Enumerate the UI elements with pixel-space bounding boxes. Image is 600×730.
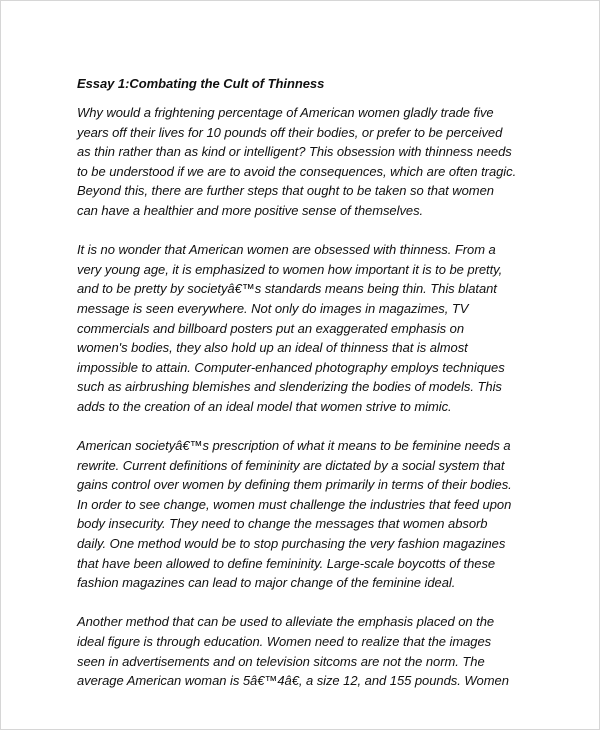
text-line: commercials and billboard posters put an exaggerated emphasis on xyxy=(77,320,465,336)
paragraph-3 xyxy=(77,436,547,593)
text-line: that have been allowed to define femininity. Large-scale boycotts of these xyxy=(77,555,496,571)
text-line: fashion magazines can lead to major change of the feminine ideal. xyxy=(77,575,456,591)
text-line: In order to see change, women must challenge the industries that feed upon xyxy=(77,496,512,512)
text-line: gains control over women by defining them primarily in terms of their bodies. xyxy=(77,477,512,493)
paragraph-2 xyxy=(77,240,547,416)
text-line: body insecurity. They need to change the messages that women absorb xyxy=(77,516,488,532)
essay-title: Essay 1:Combating the Cult of Thinness xyxy=(77,76,325,91)
text-line: rewrite. Current definitions of femininity are dictated by a social system that xyxy=(77,457,505,473)
text-line: adds to the creation of an ideal model that women strive to mimic. xyxy=(77,398,452,414)
text-line: can have a healthier and more positive sense of themselves. xyxy=(77,202,424,218)
text-line: impossible to attain. Computer-enhanced photography employs techniques xyxy=(77,359,505,375)
text-line: and to be pretty by societyâ€™s standards means being thin. This blatant xyxy=(77,281,497,297)
text-line: seen in advertisements and on television sitcoms are not the norm. The xyxy=(77,653,485,669)
text-line: message is seen everywhere. Not only do images in magazimes, TV xyxy=(77,300,469,316)
text-line: as thin rather than as kind or intelligent? This obsession with thinness needs xyxy=(77,144,512,160)
text-line: women's bodies, they also hold up an ideal of thinness that is almost xyxy=(77,340,468,356)
text-line: daily. One method would be to stop purchasing the very fashion magazines xyxy=(77,536,506,552)
text-line: American societyâ€™s prescription of what it means to be feminine needs a xyxy=(77,438,511,454)
text-line: It is no wonder that American women are obsessed with thinness. From a xyxy=(77,242,496,258)
paragraph-1 xyxy=(77,103,547,221)
text-line: ideal figure is through education. Women need to realize that the images xyxy=(77,634,492,650)
text-line: Beyond this, there are further steps that ought to be taken so that women xyxy=(77,183,494,199)
paragraph-4 xyxy=(77,612,547,690)
text-line: such as airbrushing blemishes and slenderizing the bodies of models. This xyxy=(77,379,502,395)
text-line: to be understood if we are to avoid the consequences, which are often tragic. xyxy=(77,163,517,179)
text-line: Why would a frightening percentage of American women gladly trade five xyxy=(77,105,494,120)
document-content xyxy=(77,74,547,710)
text-line: Another method that can be used to alleviate the emphasis placed on the xyxy=(77,614,495,630)
text-line: years off their lives for 10 pounds off their bodies, or prefer to be perceived xyxy=(77,124,503,140)
text-line: average American woman is 5â€™4â€, a size 12, and 155 pounds. Women xyxy=(77,673,509,689)
text-line: very young age, it is emphasized to women how important it is to be pretty, xyxy=(77,261,503,277)
